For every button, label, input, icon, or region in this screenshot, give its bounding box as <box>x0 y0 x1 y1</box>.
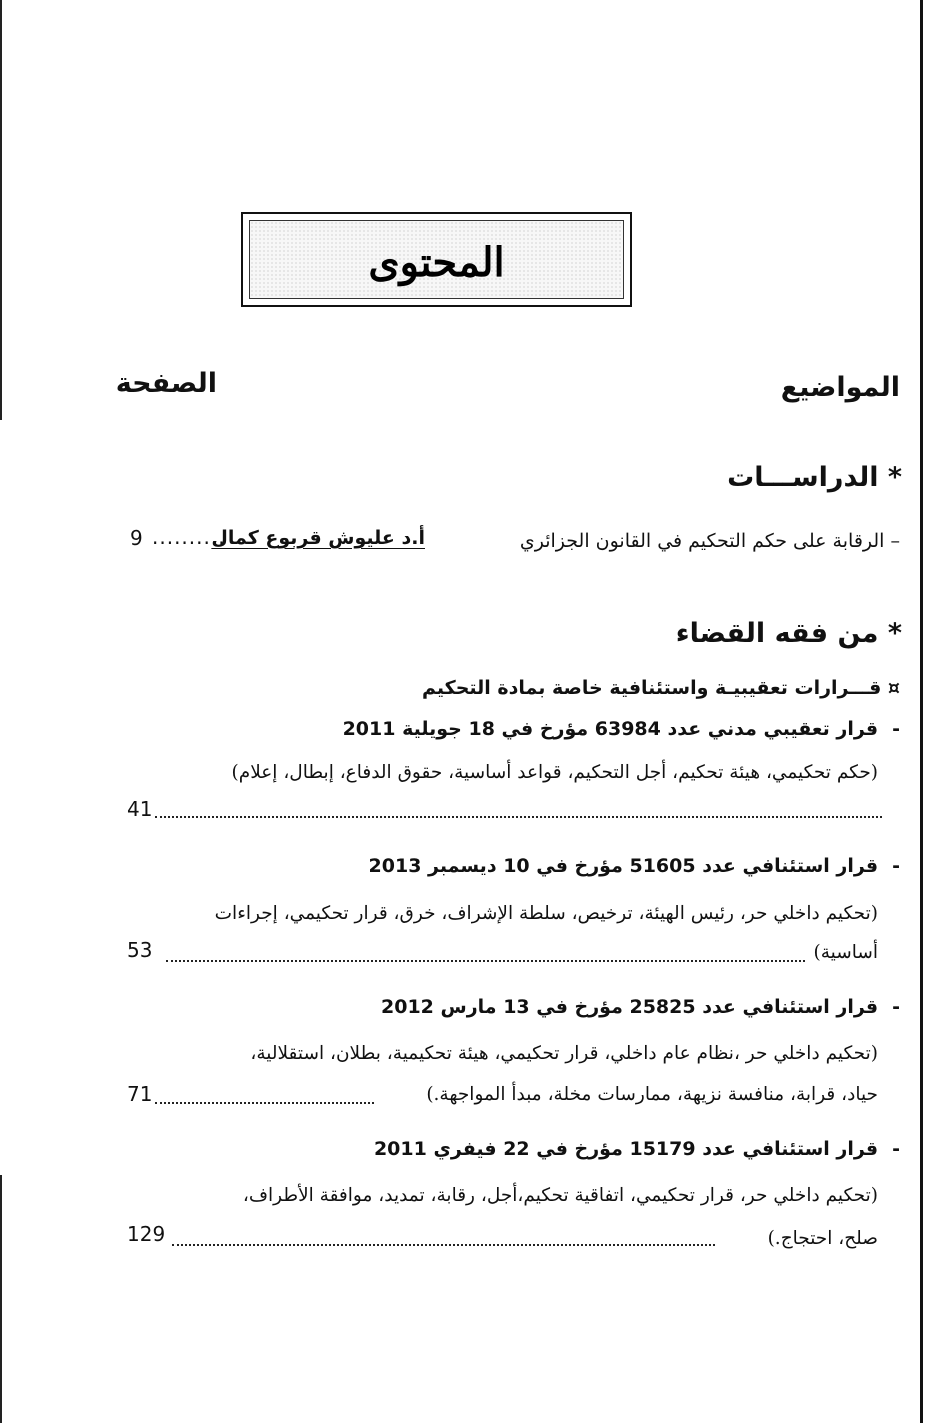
dot-leader <box>166 960 805 962</box>
case-page-number: 129 <box>127 1222 166 1246</box>
title-frame-inner <box>249 220 624 299</box>
case-title-text: قرار تعقيبي مدني عدد 63984 مؤرخ في 18 جويلية 2011 <box>342 718 879 740</box>
column-header-page: الصفحة <box>115 368 217 399</box>
study-entry-page: 9 <box>130 526 143 550</box>
dash-bullet: - <box>892 855 900 877</box>
case-keywords-line-2: صلح، احتجاج.) <box>767 1228 878 1249</box>
case-keywords-line: (حكم تحكيمي، هيئة تحكيم، أجل التحكيم، قواعد أساسية، حقوق الدفاع، إبطال، إعلام) <box>231 762 878 783</box>
section-heading-jurisprudence: * من فقه القضاء <box>675 618 902 649</box>
case-keywords-line: (تحكيم داخلي حر ،نظام عام داخلي، قرار تحكيمي، هيئة تحكيمية، بطلان، استقلالية، <box>250 1043 878 1064</box>
case-page-number: 71 <box>127 1082 153 1106</box>
case-page-number: 41 <box>127 797 153 821</box>
subsection-heading-decisions: ¤ قـــرارات تعقيبيـة واستئنافية خاصة بمادة التحكيم <box>421 677 900 699</box>
title-frame <box>241 212 632 307</box>
case-entry-title[interactable] <box>343 718 900 740</box>
case-keywords-line: (تحكيم داخلي حر، رئيس الهيئة، ترخيص، سلطة الإشراف، خرق، قرار تحكيمي، إجراءات <box>214 903 878 924</box>
dash-bullet: - <box>892 996 900 1018</box>
study-entry-author: أ.د عليوش قربوع كمال <box>211 527 425 549</box>
case-page-number: 53 <box>127 938 153 962</box>
case-keywords-line-2: حياد، قرابة، منافسة نزيهة، ممارسات مخلة، مبدأ المواجهة.) <box>426 1084 878 1105</box>
case-title-text: قرار استئنافي عدد 51605 مؤرخ في 10 ديسمبر 2013 <box>368 855 879 877</box>
study-entry-leader: .......... <box>152 525 226 549</box>
case-title-text: قرار استئنافي عدد 15179 مؤرخ في 22 فيفري 2011 <box>373 1138 879 1160</box>
case-title-text: قرار استئنافي عدد 25825 مؤرخ في 13 مارس 2012 <box>381 996 879 1018</box>
dot-leader <box>155 816 882 818</box>
dash-bullet: - <box>892 1138 900 1160</box>
dash-bullet: - <box>892 718 900 740</box>
dot-leader <box>172 1244 715 1246</box>
column-header-topics: المواضيع <box>780 372 900 403</box>
study-entry-title[interactable]: – الرقابة على حكم التحكيم في القانون الجزائري <box>519 530 900 552</box>
section-heading-studies: * الدراســـات <box>727 462 902 493</box>
page-title: المحتوى <box>368 239 505 286</box>
case-keywords-line: (تحكيم داخلي حر، قرار تحكيمي، اتفاقية تحكيم،أجل، رقابة، تمديد، موافقة الأطراف، <box>242 1185 878 1206</box>
case-entry-title[interactable] <box>374 1138 900 1160</box>
dot-leader <box>155 1102 374 1104</box>
case-entry-title[interactable] <box>369 855 900 877</box>
case-keywords-line-2: أساسية) <box>813 942 878 963</box>
case-entry-title[interactable] <box>381 996 900 1018</box>
